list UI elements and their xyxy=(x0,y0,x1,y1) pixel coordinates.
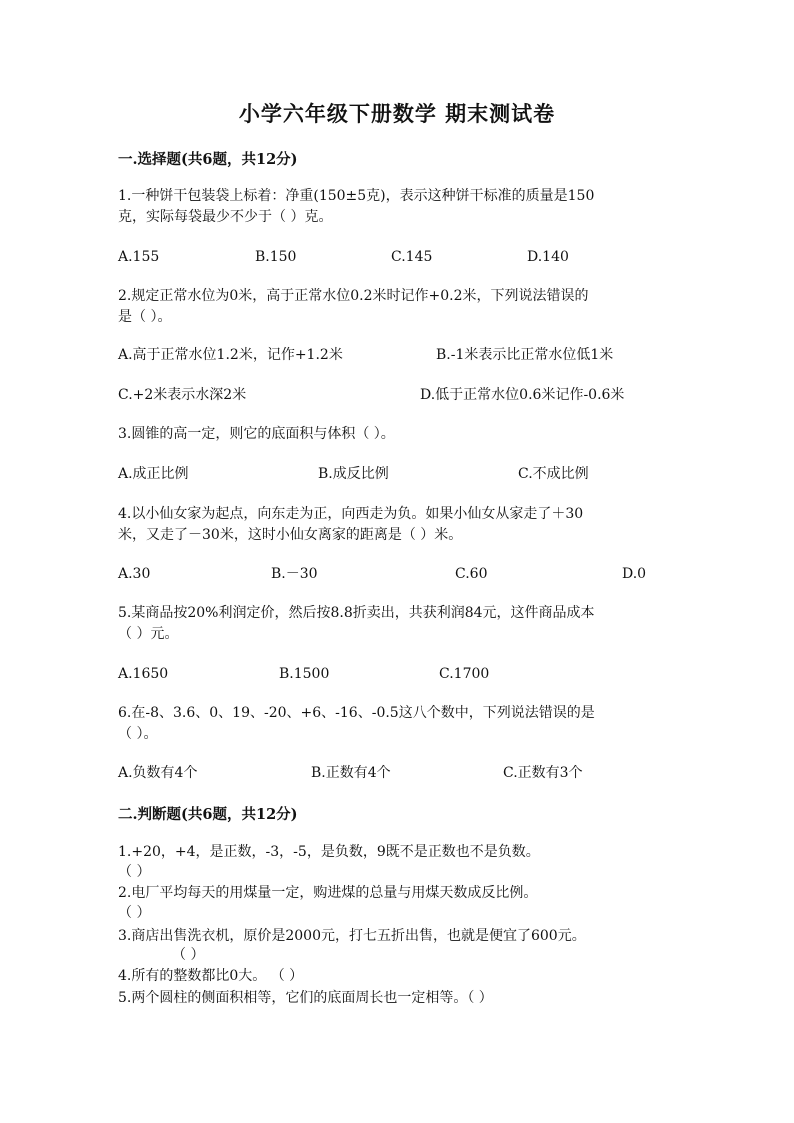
question-4-text-line2: 米，又走了－30米，这时小仙女离家的距离是（ ）米。 xyxy=(118,527,463,543)
judgement-2-text-line1: 2.电厂平均每天的用煤量一定，购进煤的总量与用煤天数成反比例。 xyxy=(118,885,538,901)
question-3-text-line1: 3.圆锥的高一定，则它的底面积与体积（ ）。 xyxy=(118,426,395,442)
judgement-1-text-line1: 1.+20，+4，是正数，-3，-5，是负数，9既不是正数也不是负数。 xyxy=(118,844,540,860)
question-5-text-line1: 5.某商品按20%利润定价，然后按8.8折卖出，共获利润84元，这件商品成本 xyxy=(118,605,595,621)
question-3-option-c: C.不成比例 xyxy=(518,466,589,482)
question-1-text-line1: 1.一种饼干包装袋上标着：净重(150±5克)，表示这种饼干标准的质量是150 xyxy=(118,188,595,204)
question-5-option-b: B.1500 xyxy=(279,666,330,682)
question-4-option-a: A.30 xyxy=(118,566,151,582)
judgement-3-text-line1: 3.商店出售洗衣机，原价是2000元，打七五折出售，也就是便宜了600元。 xyxy=(118,928,586,944)
question-6-option-c: C.正数有3个 xyxy=(503,765,583,781)
question-1-option-a: A.155 xyxy=(118,249,160,265)
question-4-option-c: C.60 xyxy=(455,566,488,582)
judgement-5-text-line1: 5.两个圆柱的侧面积相等，它们的底面周长也一定相等。（ ） xyxy=(118,990,493,1006)
question-1-option-b: B.150 xyxy=(255,249,297,265)
question-6-text-line1: 6.在-8、3.6、0、19、-20、+6、-16、-0.5这八个数中，下列说法错误的是 xyxy=(118,705,595,721)
judgement-4-text-line1: 4.所有的整数都比0大。 （ ） xyxy=(118,968,304,984)
question-6-option-a: A.负数有4个 xyxy=(118,765,198,781)
question-1-option-d: D.140 xyxy=(527,249,569,265)
question-2-text-line1: 2.规定正常水位为0米，高于正常水位0.2米时记作+0.2米，下列说法错误的 xyxy=(118,288,589,304)
question-4-option-d: D.0 xyxy=(622,566,647,582)
question-6-text-line2: （ ）。 xyxy=(118,726,158,742)
question-3-option-a: A.成正比例 xyxy=(118,466,189,482)
section-heading-true-false: 二.判断题(共6题，共12分) xyxy=(118,806,298,823)
question-2-option-d: D.低于正常水位0.6米记作-0.6米 xyxy=(420,387,625,403)
question-6-option-b: B.正数有4个 xyxy=(311,765,391,781)
question-2-option-c: C.+2米表示水深2米 xyxy=(118,387,247,403)
judgement-2-answer-blank: （ ） xyxy=(118,905,151,921)
page-title: 小学六年级下册数学 期末测试卷 xyxy=(238,101,556,126)
question-2-option-a: A.高于正常水位1.2米，记作+1.2米 xyxy=(118,347,343,363)
question-4-text-line1: 4.以小仙女家为起点，向东走为正，向西走为负。如果小仙女从家走了＋30 xyxy=(118,506,584,522)
question-4-option-b: B.－30 xyxy=(271,566,318,582)
question-5-text-line2: （ ）元。 xyxy=(118,626,179,642)
section-heading-multiple-choice: 一.选择题(共6题，共12分) xyxy=(118,151,298,168)
question-5-option-a: A.1650 xyxy=(118,666,169,682)
question-1-option-c: C.145 xyxy=(391,249,433,265)
question-1-text-line2: 克，实际每袋最少不少于（ ）克。 xyxy=(118,209,333,225)
question-2-option-b: B.-1米表示比正常水位低1米 xyxy=(436,347,614,363)
question-2-text-line2: 是（ ）。 xyxy=(118,309,172,325)
judgement-3-answer-blank: （ ） xyxy=(172,947,205,963)
question-3-option-b: B.成反比例 xyxy=(318,466,389,482)
question-5-option-c: C.1700 xyxy=(439,666,490,682)
judgement-1-answer-blank: （ ） xyxy=(118,864,151,880)
